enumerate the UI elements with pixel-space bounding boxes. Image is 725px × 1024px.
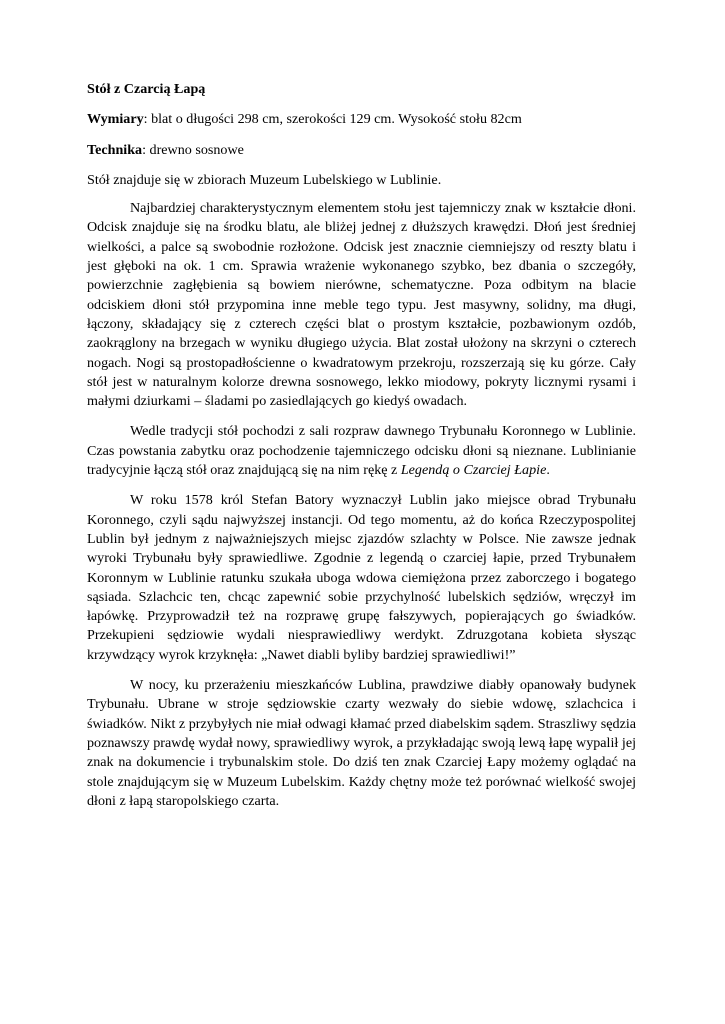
paragraph-legend: W nocy, ku przerażeniu mieszkańców Lublina, prawdziwe diabły opanowały budynek Trybunału. Ubrane w stroje sędziowskie czarty wezwały do siebie wdowę, szlachcica i świadków. Nikt z przybyłych nie miał odwagi kłamać przed diabelskim sądem. Straszliwy sędzia poznawszy prawdę wydał nowy, sprawiedliwy wyrok, a przykładając swoją lewą łapę wypalił jej znak na dokumencie i trybunalskim stole. Do dziś ten znak Czarciej Łapy możemy oglądać na stole znajdującym się w Muzeum Lubelskim. Każdy chętny może też porównać wielkość swojej dłoni z łapą staropolskiego czarta. [87,677,636,809]
paragraph-tradition [87,422,636,480]
technique-line [87,141,636,160]
legend-title: Legendą o Czarciej Łapie [400,462,547,479]
document-page [87,80,636,822]
paragraph-history: W roku 1578 król Stefan Batory wyznaczył Lublin jako miejsce obrad Trybunału Koronnego, czyli sądu najwyższej instancji. Od tego momentu, aż do końca Rzeczypospolitej Lublin był jednym z najważniejszych miejsc zjazdów szlachty w Polsce. Nie zawsze jednak wyroki Trybunału były sprawiedliwe. Zgodnie z legendą o czarciej łapie, przed Trybunałem Koronnym w Lublinie ratunku szukała uboga wdowa ciemiężona przez zaborczego i bogatego sąsiada. Szlachcic ten, chcąc zapewnić sobie przychylność lubelskich sędziów, wręczył im łapówkę. Przyprowadził też na rozprawę grupę fałszywych, popierających go świadków. Przekupieni sędziowie wydali niesprawiedliwy werdykt. Zdruzgotana kobieta słysząc krzywdzący wyrok krzyknęła: „Nawet diabli byliby bardziej sprawiedliwi!” [87,492,636,663]
technique-value: : drewno sosnowe [142,141,244,158]
technique-label: Technika [87,141,143,158]
paragraph-description: Najbardziej charakterystycznym elementem stołu jest tajemniczy znak w kształcie dłoni. Odcisk znajduje się na środku blatu, ale bliżej jednej z dłuższych krawędzi. Dłoń jest średniej wielkości, a palce są swobodnie rozłożone. Odcisk jest znacznie ciemniejszy od reszty blatu i jest głęboki na ok. 1 cm. Sprawia wrażenie wykonanego szybko, bez dbania o szczegóły, powierzchnie zagłębienia są bowiem nierówne, schematyczne. Poza odbitym na blacie odciskiem dłoni stół przypomina inne meble tego typu. Jest masywny, solidny, ma długi, łączony, składający się z czterech części blat o prostym kształcie, pozbawionym ozdób, zaokrąglony na brzegach w wyniku długiego użycia. Blat został ułożony na skrzyni o czterech nogach. Nogi są prostopadłościenne o kwadratowym przekroju, rozszerzają się ku górze. Cały stół jest w naturalnym kolorze drewna sosnowego, lekko miodowy, pokryty licznymi rysami i małymi dziurkami – śladami po zasiedlających go kiedyś owadach. [87,200,636,410]
dimensions-value: : blat o długości 298 cm, szerokości 129 cm. Wysokość stołu 82cm [143,111,522,128]
dimensions-label: Wymiary [87,111,144,128]
paragraph-tradition-text: Wedle tradycji stół pochodzi z sali rozpraw dawnego Trybunału Koronnego w Lublinie. Czas powstania zabytku oraz pochodzenie tajemniczego odcisku dłoni są nieznane. Lublinianie tradycyjnie łączą stół oraz znajdującą się na nim rękę z [87,423,636,479]
document-title: Stół z Czarcią Łapą [87,81,206,97]
dimensions-line [87,110,636,129]
intro-text: Stół znajduje się w zbiorach Muzeum Lubelskiego w Lublinie. [87,171,442,188]
paragraph-tradition-end: . [546,462,550,479]
